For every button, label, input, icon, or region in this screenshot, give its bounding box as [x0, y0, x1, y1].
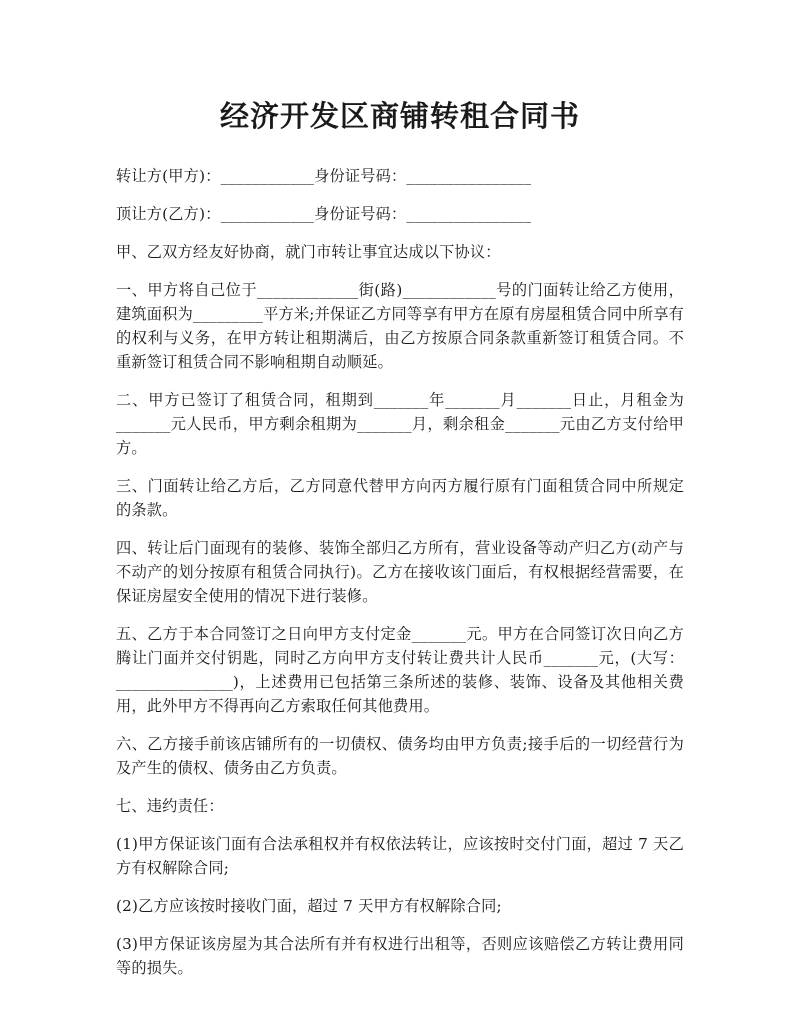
clause-4: 四、转让后门面现有的装修、装饰全部归乙方所有，营业设备等动产归乙方(动产与不动产的划分按原有租赁合同执行)。乙方在接收该门面后，有权根据经营需要，在保证房屋安全使用的情况下进行装修。: [116, 539, 684, 605]
clause-2: 二、甲方已签订了租赁合同，租期到_______年_______月_______日止，月租金为_______元人民币，甲方剩余租期为_______月，剩余租金_______元由乙方支付给甲方。: [116, 391, 684, 457]
clause-preamble: 甲、乙双方经友好协商，就门市转让事宜达成以下协议：: [116, 243, 501, 261]
clause-5: 五、乙方于本合同签订之日向甲方支付定金_______元。甲方在合同签订次日向乙方腾让门面并交付钥匙，同时乙方向甲方支付转让费共计人民币_______元，(大写：_______________)，上述费用已包括第三条所述的装修、装饰、设备及其他相关费用，此外甲方不得再向乙方索取任何其他费用。: [116, 625, 684, 715]
clause-transferee: 顶让方(乙方)：____________身份证号码：________________: [116, 205, 532, 223]
clause-3: 三、门面转让给乙方后，乙方同意代替甲方向丙方履行原有门面租赁合同中所规定的条款。: [116, 477, 684, 519]
clause-7-item-3: (3)甲方保证该房屋为其合法所有并有权进行出租等，否则应该赔偿乙方转让费用同等的损失。: [116, 935, 684, 977]
clause-7-item-2: (2)乙方应该按时接收门面，超过 7 天甲方有权解除合同;: [116, 897, 502, 915]
clause-transferor: 转让方(甲方)：____________身份证号码：________________: [116, 167, 532, 185]
document-title: 经济开发区商铺转租合同书: [219, 99, 580, 133]
clause-7-item-1: (1)甲方保证该门面有合法承租权并有权依法转让，应该按时交付门面，超过 7 天乙方有权解除合同;: [116, 835, 684, 877]
clause-7-heading: 七、违约责任：: [116, 797, 224, 815]
clause-1: 一、甲方将自己位于_____________街(路)____________号的门面转让给乙方使用，建筑面积为_________平方米;并保证乙方同等享有甲方在原有房屋租赁合同中所享有的权利与义务，在甲方转让租期满后，由乙方按原合同条款重新签订租赁合同。不重新签订租赁合同不影响租期自动顺延。: [116, 281, 684, 371]
clause-6: 六、乙方接手前该店铺所有的一切债权、债务均由甲方负责;接手后的一切经营行为及产生的债权、债务由乙方负责。: [116, 735, 684, 777]
